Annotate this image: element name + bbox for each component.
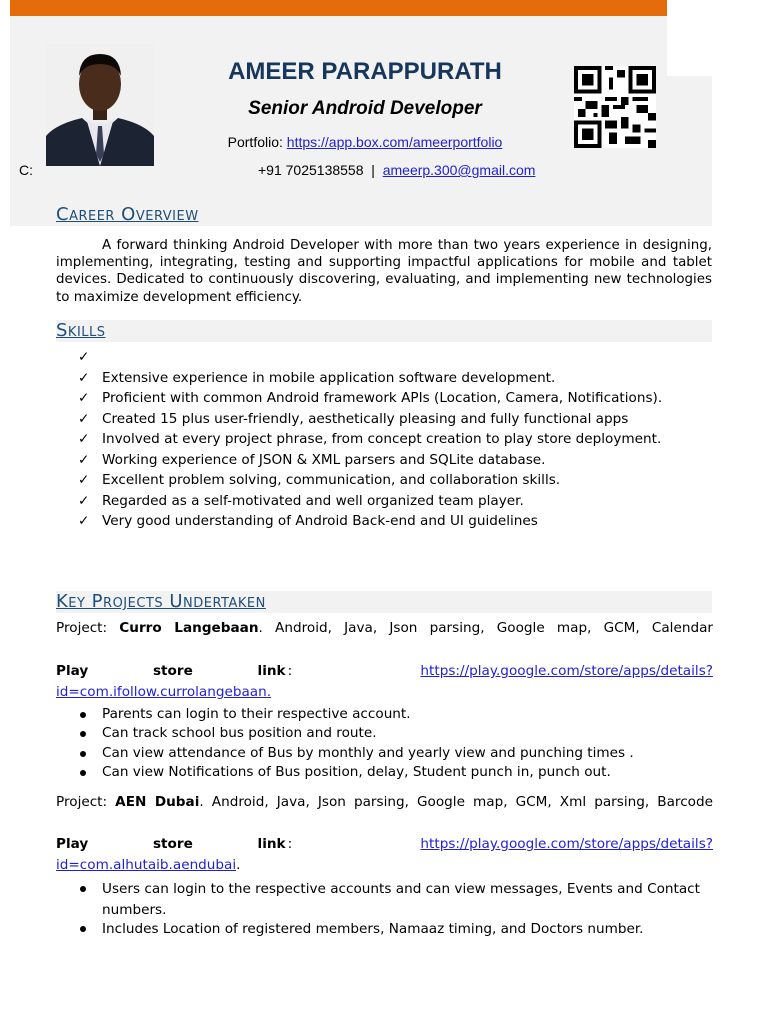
list-item: ✓ Created 15 plus user-friendly, aesthetically pleasing and fully functional apps — [78, 409, 718, 430]
list-item: ✓ Excellent problem solving, communication, and collaboration skills. — [78, 470, 718, 491]
list-item: Includes Location of registered members, Namaaz timing, and Doctors number. — [80, 919, 714, 940]
project-1-play-link[interactable]: https://play.google.com/store/apps/details? — [420, 663, 713, 679]
qr-code-icon — [572, 66, 658, 148]
list-item: ✓ Working experience of JSON & XML parsers and SQLite database. — [78, 450, 718, 471]
list-item: Users can login to the respective accounts and can view messages, Events and Contact numbers. — [80, 879, 714, 921]
check-icon: ✓ — [78, 349, 90, 365]
skills-heading: Skills — [56, 320, 106, 341]
project-2-play-link[interactable]: https://play.google.com/store/apps/details? — [420, 836, 713, 852]
project-2-play-line: Play store link : https://play.google.com/store/apps/details? id=com.alhutaib.aendubai. — [56, 836, 713, 873]
list-item: ✓ Proficient with common Android framework APIs (Location, Camera, Notifications). — [78, 388, 718, 409]
project-2-header: Project: AEN Dubai. Android, Java, Json parsing, Google map, GCM, Xml parsing, Barcode — [56, 794, 713, 810]
portfolio-link[interactable]: https://app.box.com/ameerportfolio — [286, 134, 503, 150]
play-store-label: Play store link — [56, 836, 286, 852]
project-1-play-line: Play store link : https://play.google.com/store/apps/details? id=com.ifollow.currolangebaan. — [56, 663, 713, 700]
skills-heading-bar — [56, 320, 712, 342]
list-item: Can view Notifications of Bus position, delay, Student punch in, punch out. — [80, 763, 714, 782]
bullet-icon — [80, 731, 86, 737]
list-item: ✓ Very good understanding of Android Back-end and UI guidelines — [78, 511, 718, 532]
career-overview-text: A forward thinking Android Developer with more than two years experience in designing, implementing, integrating, testing and supporting impactful applications for mobile and tablet devices. Dedicated to continuously discovering, evaluating, and implementing new technologies to maximize development efficiency. — [56, 238, 712, 305]
candidate-name: AMEER PARAPPURATH — [228, 58, 502, 85]
project-2-name: AEN Dubai — [115, 794, 200, 810]
profile-photo — [46, 44, 154, 166]
phone-number: +91 7025138558 — [258, 162, 364, 178]
list-item — [78, 347, 718, 368]
career-overview-heading: Career Overview — [56, 204, 199, 225]
bullet-icon — [80, 886, 86, 892]
bullet-icon — [80, 751, 86, 757]
check-icon: ✓ — [78, 472, 90, 488]
check-icon: ✓ — [78, 369, 90, 386]
list-item: ✓ Regarded as a self-motivated and well organized team player. — [78, 491, 718, 512]
project-1-play-link-cont[interactable]: id=com.ifollow.currolangebaan. — [56, 684, 272, 700]
accent-bar — [10, 0, 667, 16]
list-item: Parents can login to their respective account. — [80, 705, 714, 724]
check-icon: ✓ — [78, 410, 90, 427]
list-item: ✓ Involved at every project phrase, from concept creation to play store deployment. — [78, 429, 718, 450]
check-icon: ✓ — [78, 431, 90, 447]
project-2-play-link-cont[interactable]: id=com.alhutaib.aendubai — [56, 857, 237, 873]
list-item: ✓ Extensive experience in mobile application software development. — [78, 368, 718, 389]
project-2-features — [80, 879, 714, 940]
c-label: C: — [19, 162, 33, 178]
project-1-header: Project: Curro Langebaan. Android, Java, Json parsing, Google map, GCM, Calendar — [56, 620, 713, 636]
project-1-name: Curro Langebaan — [119, 620, 259, 636]
check-icon: ✓ — [78, 390, 90, 406]
contact-line — [258, 162, 535, 178]
check-icon: ✓ — [78, 492, 90, 509]
job-title: Senior Android Developer — [248, 98, 482, 119]
skills-list — [78, 347, 718, 532]
contact-separator: | — [371, 162, 375, 178]
portfolio-label: Portfolio: — [227, 134, 287, 150]
play-store-label: Play store link — [56, 663, 286, 679]
projects-heading: Key Projects Undertaken — [56, 591, 266, 612]
email-link[interactable]: ameerp.300@gmail.com — [382, 162, 536, 178]
list-item: Can track school bus position and route. — [80, 724, 714, 743]
check-icon: ✓ — [78, 451, 90, 468]
bullet-icon — [80, 712, 86, 718]
list-item: Can view attendance of Bus by monthly and yearly view and punching times . — [80, 744, 714, 763]
project-1-features — [80, 705, 714, 783]
bullet-icon — [80, 926, 86, 932]
bullet-icon — [80, 770, 86, 776]
check-icon: ✓ — [78, 513, 90, 529]
portfolio-line — [170, 134, 560, 150]
